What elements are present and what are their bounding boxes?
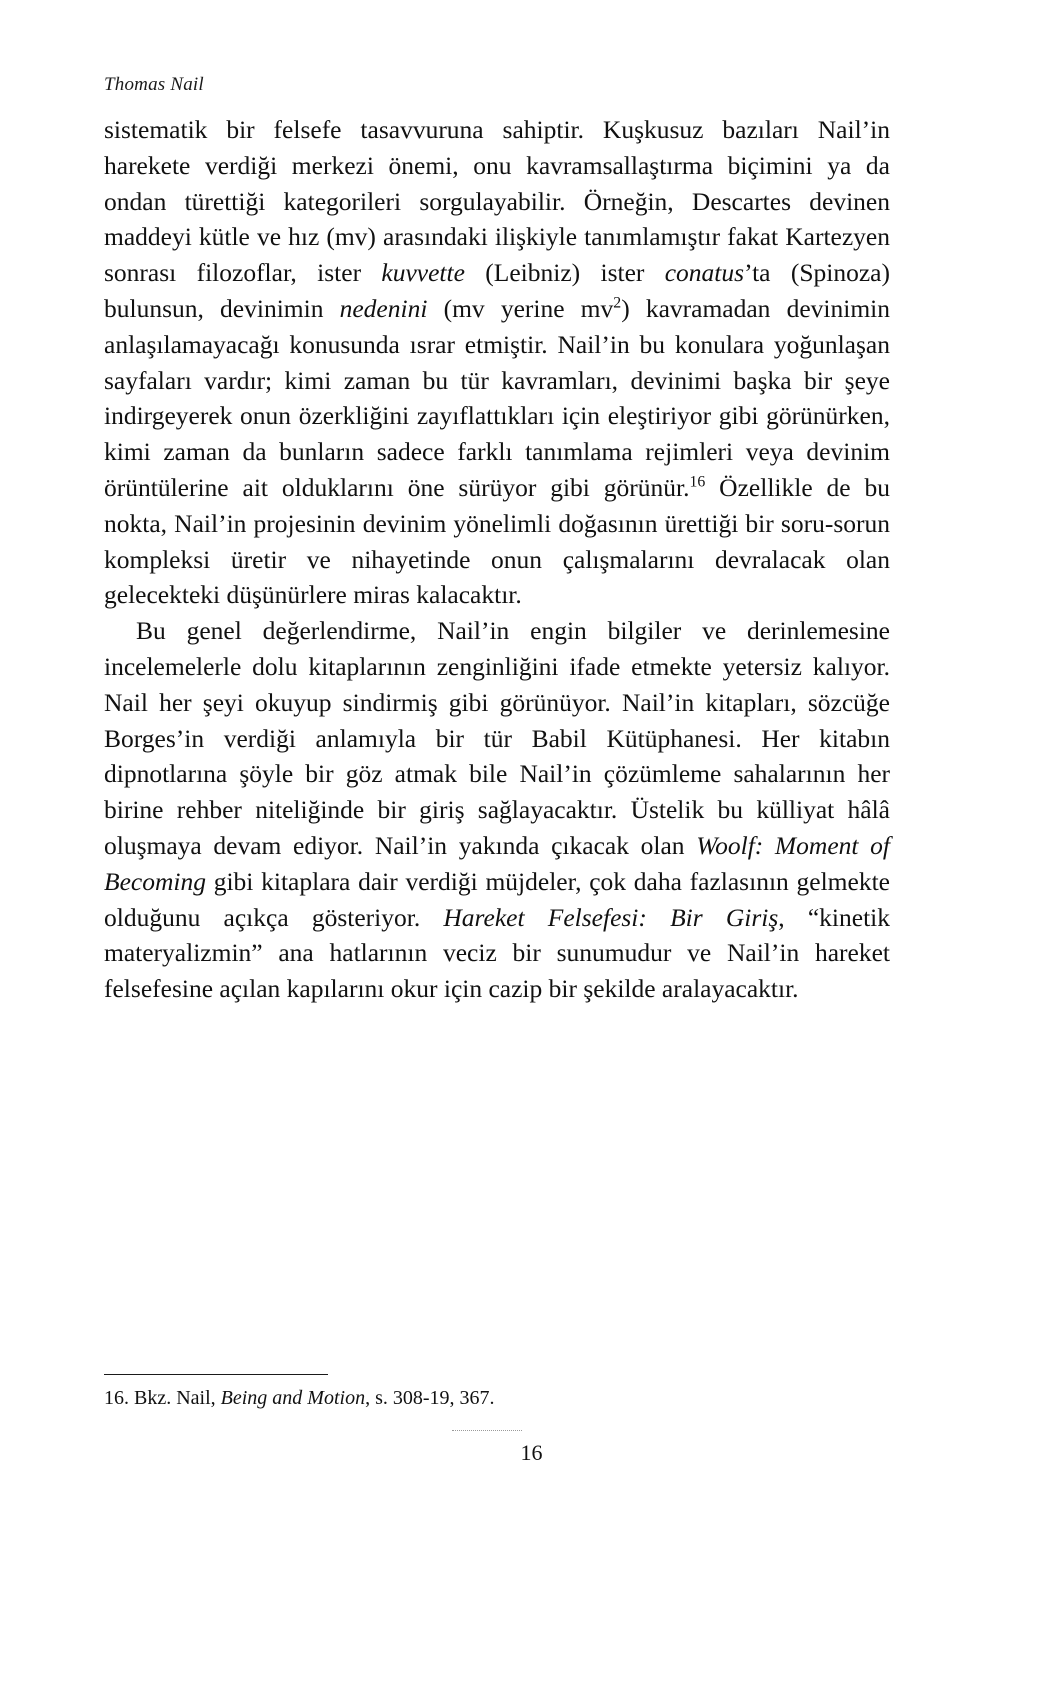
paragraph-1-text-part-5: ) kavramadan devinimin anlaşılamayacağı konusunda ısrar etmiştir. Nail’in bu konulara yoğunlaşan sayfaları vardır; kimi zaman bu tür kavramları, devinimi başka bir şeye indirgeyerek onun özerkliğini zayıflattıkları için eleştiriyor gibi görünürken, kimi zaman da bunların sadece farklı tanımlama rejimleri veya devinim örüntülerine ait olduklarını öne sürüyor gibi görünür. (104, 293, 891, 502)
paragraph-1-exponent: 2 (613, 294, 622, 312)
paragraph-1-text-part-2: (Leibniz) ister (464, 258, 665, 288)
footnote-text-post: , s. 308-19, 367. (365, 1387, 495, 1409)
folio-dotted-mark (452, 1430, 522, 1431)
paragraph-1-italic-conatus: conatus (664, 258, 745, 288)
running-head: Thomas Nail (104, 74, 204, 95)
footnote-16 (104, 1384, 890, 1412)
paragraph-1-italic-kuvvette: kuvvette (381, 258, 465, 288)
footnote-number: 16. (104, 1387, 134, 1409)
paragraph-1-text-part-4: (mv yerine mv (427, 293, 614, 323)
body-text (104, 112, 890, 1007)
paragraph-1-text-part-1: sistematik bir felsefe tasavvuruna sahiptir. Kuşkusuz bazıları Nail’in harekete verdiği merkezi önemi, onu kavramsallaştırma biçimini ya da ondan türettiği kategorileri sorgulayabilir. Örneğin, Descartes devinen maddeyi kütle ve hız (mv) arasındaki ilişkiyle tanımlamıştır fakat Kartezyen sonrası filozoflar, ister (104, 115, 890, 288)
paragraph-2 (104, 613, 890, 1007)
paragraph-1 (104, 112, 890, 613)
footnote-italic-title: Being and Motion (220, 1387, 366, 1409)
paragraph-1-text-part-6: Özellikle de bu nokta, Nail’in projesinin devinim yönelimli doğasının ürettiği bir soru-sorun kompleksi üretir ve nihayetinde onun çalışmalarını devralacak olan gelecekteki düşünürlere miras kalacaktır. (104, 472, 890, 610)
paragraph-1-text-part-3: ’ta (Spinoza) bulunsun, devinimin (104, 258, 890, 323)
paragraph-2-text-part-3: , “kinetik materyalizmin” ana hatlarının veciz bir sunumudur ve Nail’in hareket felsefesine açılan kapılarını okur için cazip bir şekilde aralayacaktır. (104, 902, 891, 1004)
footnote-reference-16[interactable]: 16 (689, 473, 706, 491)
footnote-separator-rule (104, 1374, 328, 1375)
paragraph-2-text-part-2: gibi kitaplara dair verdiği müjdeler, çok daha fazlasının gelmekte olduğunu açıkça gösteriyor. (104, 866, 890, 932)
page-number: 16 (520, 1440, 543, 1465)
paragraph-2-italic-woolf-title: Woolf: Moment of Becoming (104, 830, 890, 896)
footnote-text-pre: Bkz. Nail, (134, 1387, 221, 1409)
paragraph-1-italic-nedenini: nedenini (339, 293, 428, 323)
paragraph-2-text-part-1: Bu genel değerlendirme, Nail’in engin bilgiler ve derinlemesine incelemelerle dolu kitaplarının zenginliğini ifade etmekte yetersiz kalıyor. Nail her şeyi okuyup sindirmiş gibi görünüyor. Nail’in kitapları, sözcüğe Borges’in verdiği anlamıyla bir tür Babil Kütüphanesi. Her kitabın dipnotlarına şöyle bir göz atmak bile Nail’in çözümleme sahalarının her birine rehber niteliğinde bir giriş sağlayacaktır. Üstelik bu külliyat hâlâ oluşmaya devam ediyor. Nail’in yakında çıkacak olan (104, 616, 890, 860)
paragraph-2-italic-hareket-felsefesi-title: Hareket Felsefesi: Bir Giriş (443, 902, 779, 932)
